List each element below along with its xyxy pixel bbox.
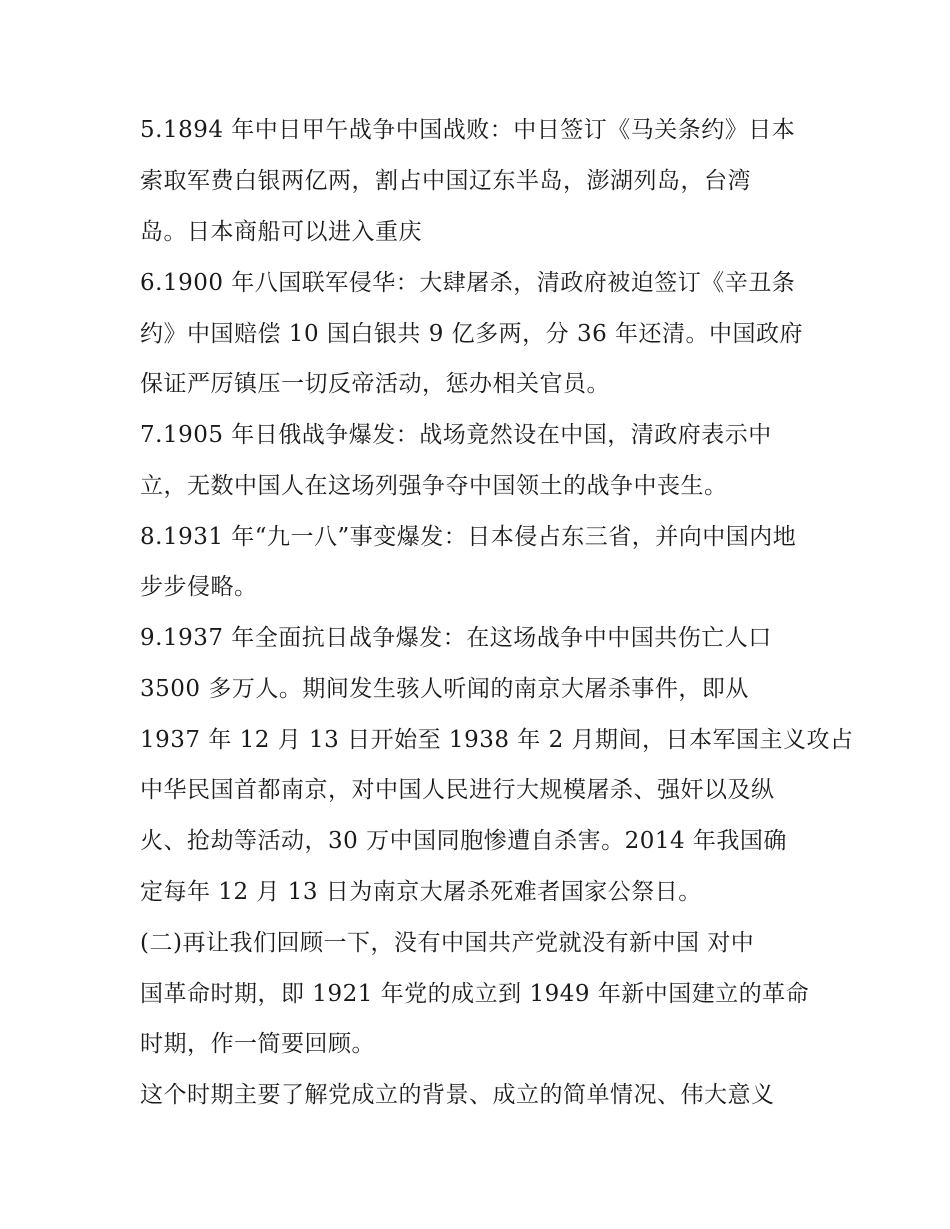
text-line: (二)再让我们回顾一下，没有中国共产党就没有新中国 对中	[140, 930, 755, 956]
text-line: 国革命时期，即 1921 年党的成立到 1949 年新中国建立的革命	[140, 981, 810, 1007]
text-line: 9.1937 年全面抗日战争爆发：在这场战争中中国共伤亡人口	[140, 625, 772, 651]
text-line: 索取军费白银两亿两，割占中国辽东半岛，澎湖列岛，台湾	[140, 168, 751, 194]
text-line: 定每年 12 月 13 日为南京大屠杀死难者国家公祭日。	[140, 879, 702, 905]
text-line: 保证严厉镇压一切反帝活动，惩办相关官员。	[140, 371, 610, 397]
text-line: 这个时期主要了解党成立的背景、成立的简单情况、伟大意义	[140, 1082, 775, 1108]
text-line: 7.1905 年日俄战争爆发：战场竟然设在中国，清政府表示中	[140, 422, 772, 448]
text-line: 6.1900 年八国联军侵华：大肆屠杀，清政府被迫签订《辛丑条	[140, 270, 796, 296]
text-line: 1937 年 12 月 13 日开始至 1938 年 2 月期间，日本军国主义攻占	[140, 727, 854, 753]
text-line: 火、抢劫等活动，30 万中国同胞惨遭自杀害。2014 年我国确	[140, 828, 787, 854]
text-line: 步步侵略。	[140, 574, 258, 600]
text-line: 8.1931 年“九一八”事变爆发：日本侵占东三省，并向中国内地	[140, 524, 797, 550]
text-line: 岛。日本商船可以进入重庆	[140, 219, 422, 245]
text-line: 时期，作一简要回顾。	[140, 1031, 375, 1057]
text-line: 立，无数中国人在这场列强争夺中国领土的战争中丧生。	[140, 473, 728, 499]
text-line: 约》中国赔偿 10 国白银共 9 亿多两，分 36 年还清。中国政府	[140, 321, 804, 347]
text-line: 中华民国首都南京，对中国人民进行大规模屠杀、强奸以及纵	[140, 777, 775, 803]
text-line: 3500 多万人。期间发生骇人听闻的南京大屠杀事件，即从	[140, 676, 749, 702]
text-line: 5.1894 年中日甲午战争中国战败：中日签订《马关条约》日本	[140, 117, 796, 143]
